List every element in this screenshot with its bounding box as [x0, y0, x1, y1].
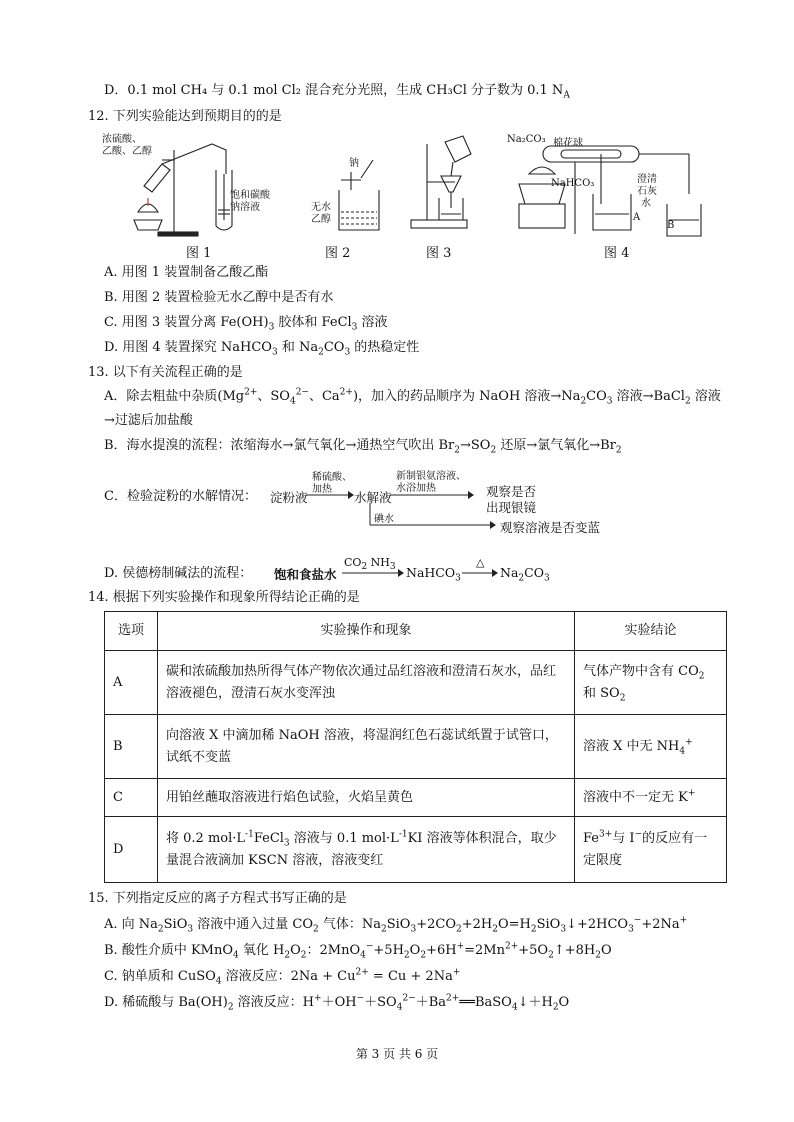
- figure-3-drawing: [405, 134, 485, 240]
- cell-conclusion: 溶液 X 中无 $NH_4^+$: [575, 715, 727, 779]
- figure-1-esterification-apparatus: [100, 130, 270, 242]
- cell-operation: 将 0.2 $mol\cdot L^{-1}FeCl_3$ 溶液与 0.1 $mol\cdot L^{-1}KI$ 溶液等体积混合，取少量混合液滴加 KSCN 溶液，溶液变红: [158, 817, 575, 883]
- figure-4-caption: 图 4: [604, 246, 630, 261]
- figure-4-thermal-stability-apparatus: [505, 134, 705, 240]
- flow-arrow-2: [390, 490, 474, 500]
- q15-option-d: D. 稀硫酸与 $Ba(OH)_2$ 溶液反应：$H^++OH^-+SO_4^{2-}+Ba^{2+}══BaSO_4↓+H_2O$: [104, 993, 570, 1013]
- figure-2-caption: 图 2: [325, 246, 351, 261]
- flow-arrow2-label-bath: 水浴加热: [396, 483, 436, 494]
- table-row: [105, 817, 727, 883]
- q15-option-c: C. 钠单质和 CuSO$_4$ 溶液反应：$2Na + Cu^{2+} = Cu + 2Na^+$: [104, 967, 461, 987]
- flow-d-arrow1-label: $CO_2$ $NH_3$: [344, 556, 396, 573]
- fig2-label-ethanol: 乙醇: [311, 214, 331, 225]
- cell-option: B: [105, 715, 158, 779]
- flow-result-silver-mirror-2: 出现银镜: [486, 500, 537, 515]
- flow-result-blue: 观察溶液是否变蓝: [500, 520, 601, 535]
- cell-option: A: [105, 651, 158, 715]
- col-header-option: 选项: [105, 612, 158, 651]
- fig2-label-anhydrous: 无水: [311, 202, 331, 213]
- fig1-label-reagent-2: 乙酸、乙醇: [102, 146, 152, 157]
- fig4-label-water: 水: [641, 198, 651, 209]
- q13-option-b: B．海水提溴的流程：浓缩海水→氯气氧化→通热空气吹出 $Br_2\to SO_2$ 还原→氯气氧化$\to Br_2$: [104, 438, 622, 456]
- page-footer: 第 3 页 共 6 页: [355, 1047, 439, 1061]
- cell-conclusion: $Fe^{3+}$与 I−的反应有一定限度: [575, 817, 727, 883]
- q14-table: [104, 611, 727, 883]
- fig4-label-b: B: [667, 220, 675, 231]
- fig4-label-clear: 澄清: [637, 174, 657, 185]
- cell-operation: 用铂丝蘸取溶液进行焰色试验，火焰呈黄色: [158, 779, 575, 817]
- flow-na2co3: $Na_2CO_3$: [500, 565, 550, 584]
- cell-option: D: [105, 817, 158, 883]
- cell-option: C: [105, 779, 158, 817]
- q11-option-d: D．0.1 mol CH₄ 与 0.1 mol Cl₂ 混合充分光照，生成 CH₃Cl 分子数为 0.1 $N_A$: [104, 83, 570, 101]
- col-header-operation: 实验操作和现象: [158, 612, 575, 651]
- q13-option-a-line2: →过滤后加盐酸: [104, 413, 193, 428]
- q13-option-d-prefix: D. 侯德榜制碱法的流程：: [104, 566, 253, 581]
- q12-option-a: A. 用图 1 装置制备乙酸乙酯: [104, 265, 269, 280]
- table-row: [105, 651, 727, 715]
- fig1-label-reagent-1: 浓硫酸、: [102, 134, 142, 145]
- q15-option-b: B. 酸性介质中 KMnO$_4$ 氧化 $H_2O_2$：$2MnO_4^-+5H_2O_2+6H^+=2Mn^{2+}+5O_2↑+8H_2O$: [104, 941, 612, 961]
- fig4-label-nahco3: NaHCO₃: [551, 178, 595, 189]
- q15-stem: 15. 下列指定反应的离子方程式书写正确的是: [88, 891, 347, 906]
- flow-saturated-brine: 饱和食盐水: [274, 567, 337, 582]
- table-row: [105, 779, 727, 817]
- figure-3-caption: 图 3: [426, 246, 452, 261]
- cell-operation: 向溶液 X 中滴加稀 NaOH 溶液，将湿润红色石蕊试纸置于试管口，试纸不变蓝: [158, 715, 575, 779]
- flow-arrow-1: [306, 490, 354, 500]
- flow-branch-label-iodine: 碘水: [374, 514, 394, 525]
- q12-stem: 12. 下列实验能达到预期目的的是: [88, 109, 282, 124]
- figure-1-caption: 图 1: [186, 246, 212, 261]
- q12-option-b: B. 用图 2 装置检验无水乙醇中是否有水: [104, 290, 334, 305]
- figure-2-sodium-ethanol-apparatus: [305, 150, 385, 240]
- fig4-label-a: A: [633, 212, 641, 223]
- cell-conclusion: 溶液中不一定无 K+: [575, 779, 727, 817]
- fig4-label-cotton: 棉花球: [553, 138, 583, 149]
- q13-stem: 13. 以下有关流程正确的是: [88, 365, 243, 380]
- q15-option-a: A. 向 $Na_2SiO_3$ 溶液中通入过量 $CO_2$ 气体：$Na_2SiO_3+2CO_2+2H_2O=H_2SiO_3↓+2HCO_3^-+2Na^+$: [104, 915, 688, 935]
- fig1-label-solution-2: 钠溶液: [230, 202, 260, 213]
- cell-operation: 碳和浓硫酸加热所得气体产物依次通过品红溶液和澄清石灰水，品红溶液褪色，澄清石灰水变浑浊: [158, 651, 575, 715]
- fig2-label-sodium: 钠: [349, 158, 359, 169]
- flow-arrow1-label-heat: 加热: [312, 484, 332, 495]
- q12-option-d: D. 用图 4 装置探究 NaHCO$_3$ 和 $Na_2CO_3$ 的热稳定性: [104, 340, 420, 358]
- q13-option-a-line1: A．除去粗盐中杂质($Mg^{2+}$、$SO_4^{2-}$、$Ca^{2+}$)，加入的药品顺序为 NaOH 溶液$\to Na_2CO_3$ 溶液→BaCl$_2$ 溶液: [104, 387, 721, 407]
- table-row: [105, 715, 727, 779]
- flow-d-arrow-1: [342, 568, 404, 578]
- fig4-label-na2co3: Na₂CO₃: [507, 134, 546, 145]
- figure-2-drawing: [305, 150, 385, 240]
- flow-result-silver-mirror-1: 观察是否: [486, 484, 537, 499]
- q14-stem: 14. 根据下列实验操作和现象所得结论正确的是: [88, 590, 360, 605]
- q13-option-c-prefix: C．检验淀粉的水解情况：: [104, 489, 257, 504]
- flow-hydrolysate: 水解液: [354, 490, 392, 505]
- fig4-label-lime: 石灰: [637, 186, 657, 197]
- flow-d-arrow-2: [462, 568, 498, 578]
- table-header-row: [105, 612, 727, 651]
- figure-3-filtration-apparatus: [405, 134, 485, 240]
- q12-option-c: C. 用图 3 装置分离 $Fe(OH)_3$ 胶体和 FeCl$_3$ 溶液: [104, 315, 388, 333]
- fig1-label-solution-1: 饱和碳酸: [230, 190, 270, 201]
- flow-starch-solution: 淀粉液: [270, 490, 308, 505]
- flow-arrow2-label-reagent: 新制银氨溶液、: [396, 471, 466, 482]
- cell-conclusion: 气体产物中含有 $CO_2$ 和 $SO_2$: [575, 651, 727, 715]
- col-header-conclusion: 实验结论: [575, 612, 727, 651]
- flow-d-arrow2-label: △: [476, 556, 485, 569]
- flow-arrow1-label-acid: 稀硫酸、: [312, 472, 352, 483]
- figure-4-drawing: [505, 134, 705, 240]
- flow-nahco3: NaHCO$_3$: [406, 565, 461, 584]
